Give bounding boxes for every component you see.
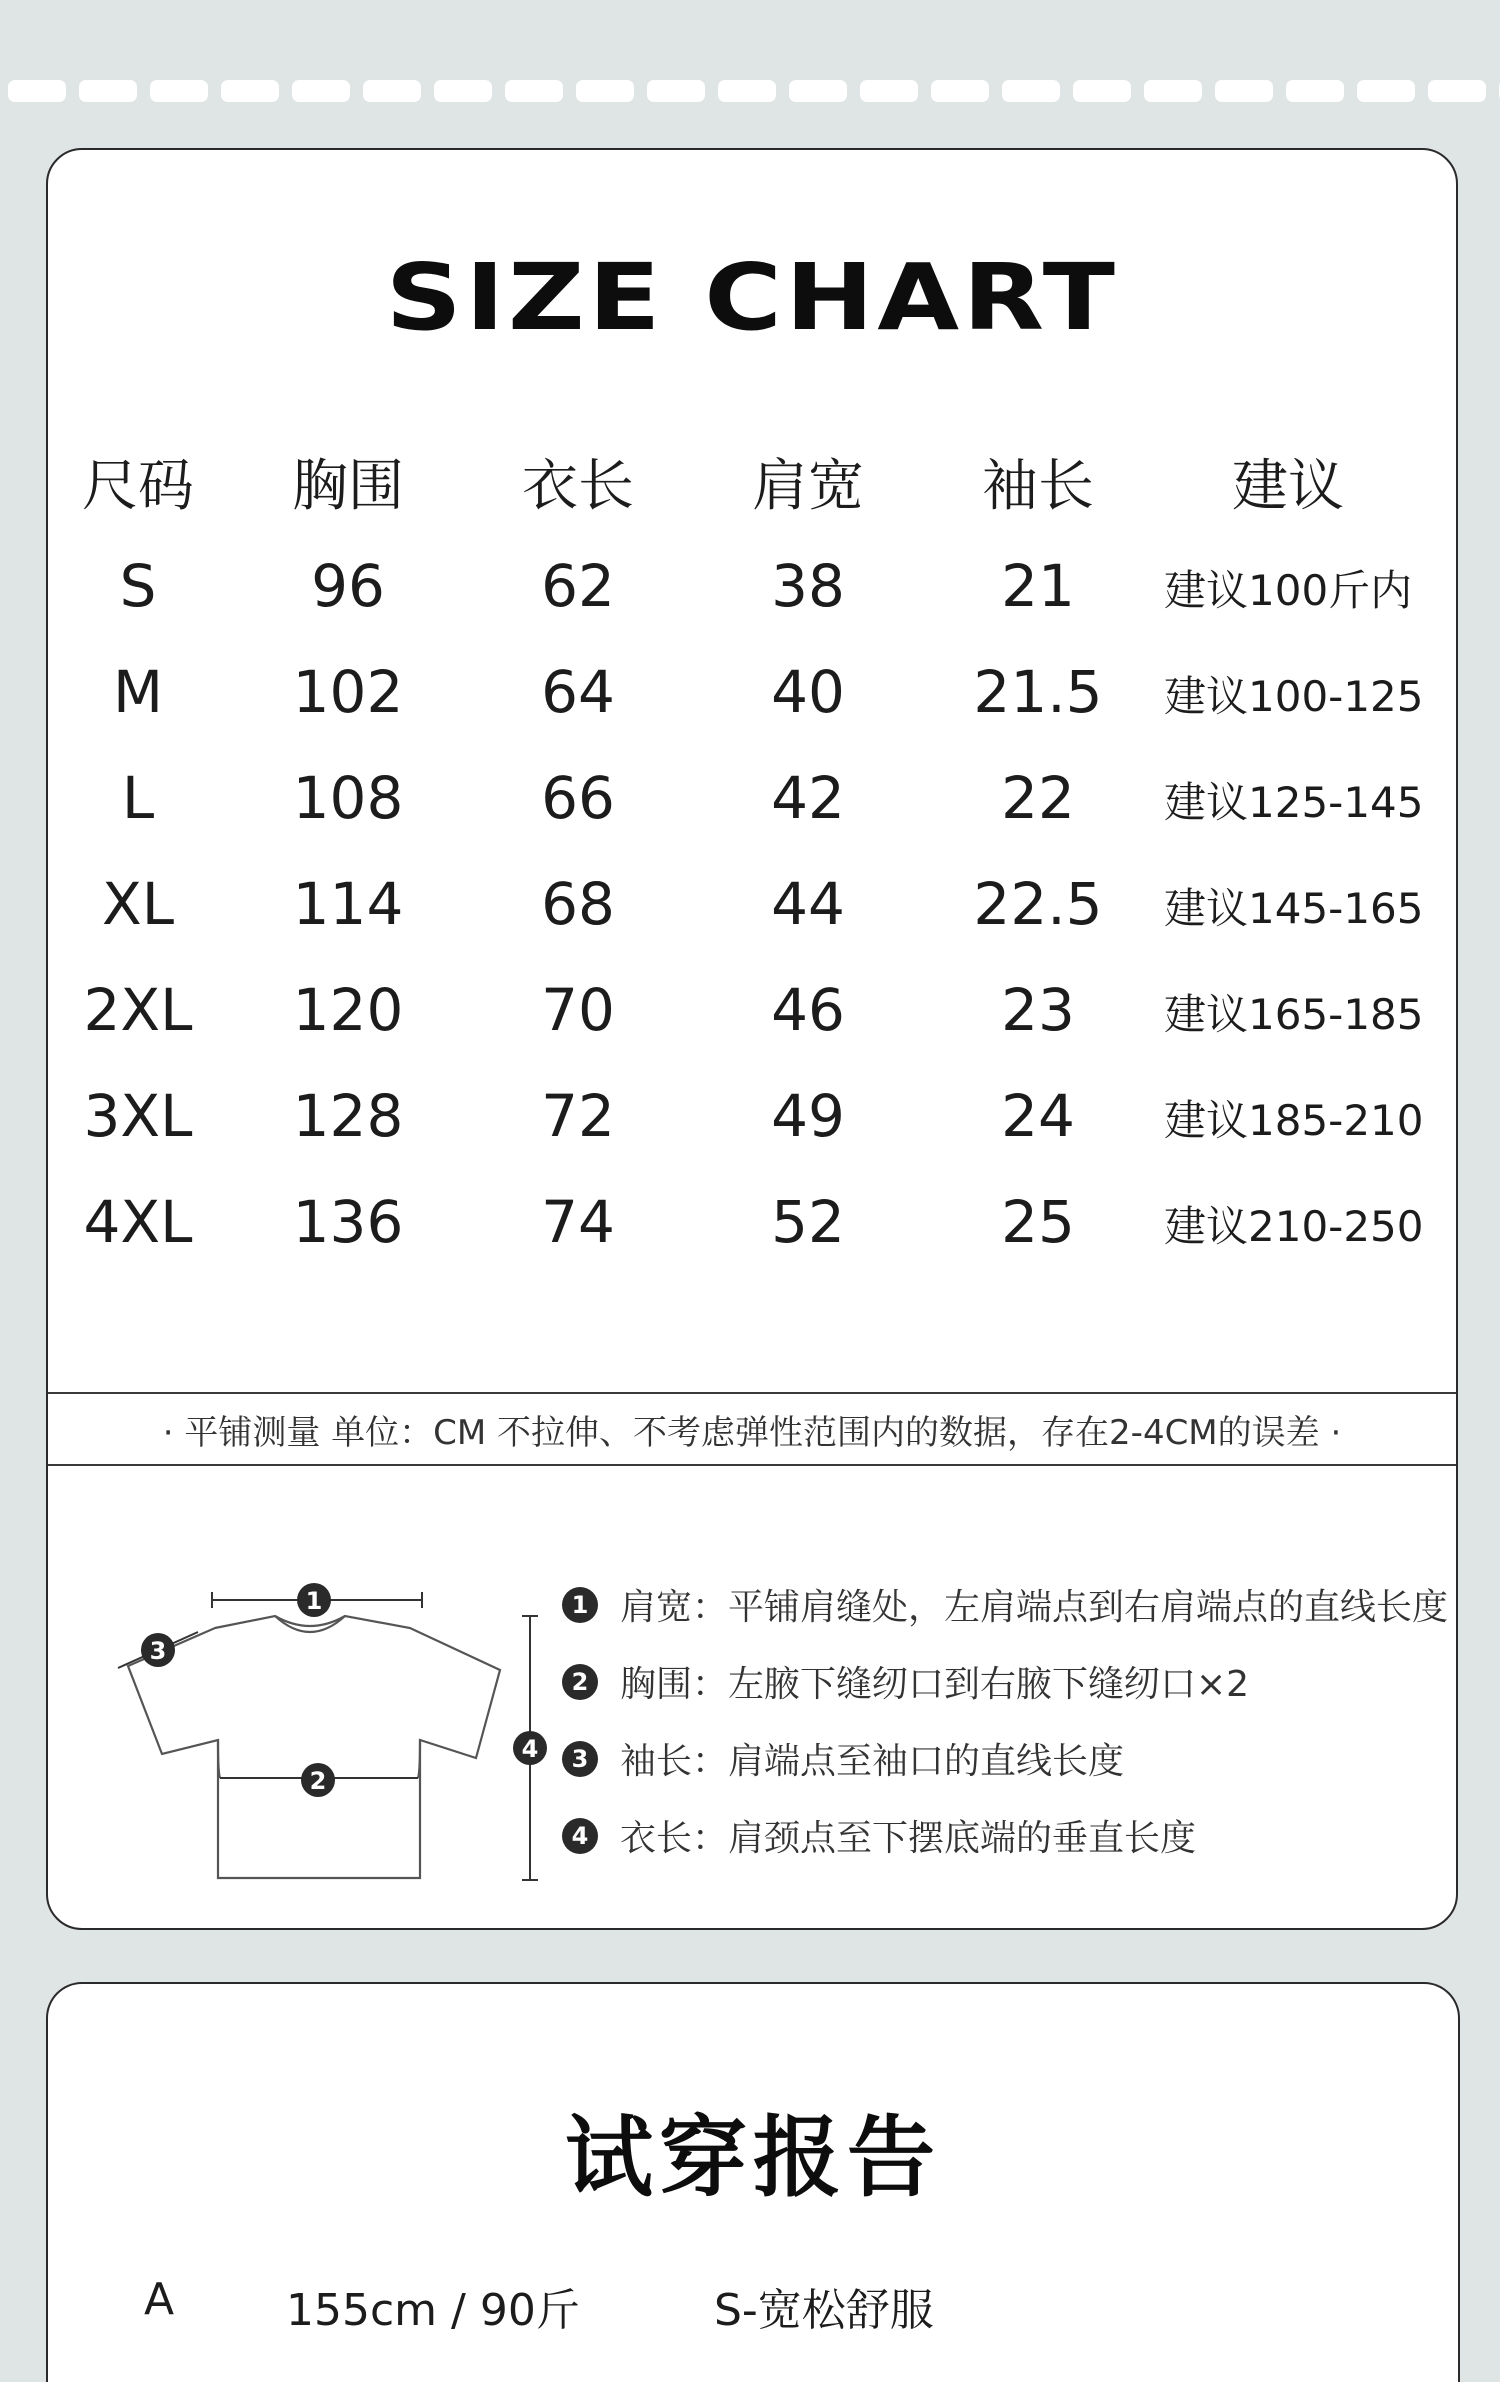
measure-note: · 平铺测量 单位：CM 不拉伸、不考虑弹性范围内的数据，存在2-4CM的误差 · [48, 1392, 1456, 1466]
cell-size: XL [101, 870, 175, 938]
cell-chest: 128 [292, 1082, 404, 1150]
cell-rec: 建议100-125 [1164, 672, 1424, 721]
cell-shoulder: 38 [771, 552, 845, 620]
dash-segment [860, 80, 918, 102]
cell-chest: 120 [292, 976, 404, 1044]
report-body: 155cm / 90斤 [286, 2285, 580, 2336]
size-chart-title: SIZE CHART [385, 244, 1119, 351]
cell-length: 62 [541, 552, 615, 620]
cell-shoulder: 44 [771, 870, 845, 938]
note-sleeve [562, 1720, 1442, 1797]
dash-segment [363, 80, 421, 102]
cell-chest: 136 [292, 1188, 404, 1256]
dash-segment [221, 80, 279, 102]
report-model: A [144, 2274, 175, 2325]
size-chart-card [46, 148, 1458, 1930]
svg-text:4: 4 [521, 1735, 539, 1763]
dash-segment [931, 80, 989, 102]
note-shoulder [562, 1566, 1449, 1643]
dash-segment [8, 80, 66, 102]
header-size: 尺码 [82, 454, 194, 519]
cell-rec: 建议165-185 [1164, 990, 1424, 1039]
cell-rec: 建议185-210 [1164, 1096, 1424, 1145]
cell-chest: 96 [311, 552, 385, 620]
cell-size: 4XL [83, 1188, 193, 1256]
diagram-marker-3 [141, 1633, 175, 1667]
diagram-marker-1 [297, 1583, 331, 1617]
report-title: 试穿报告 [564, 2106, 941, 2209]
note-text: 胸围：左腋下缝纫口到右腋下缝纫口×2 [620, 1664, 1250, 1705]
header-recommend: 建议 [1232, 454, 1344, 519]
svg-text:2: 2 [309, 1767, 327, 1795]
cell-sleeve: 24 [1001, 1082, 1075, 1150]
header-length: 衣长 [522, 454, 634, 519]
tshirt-measure-diagram [70, 1548, 560, 1928]
cell-sleeve: 23 [1001, 976, 1075, 1044]
note-text: 袖长：肩端点至袖口的直线长度 [620, 1741, 1125, 1782]
dash-segment [1144, 80, 1202, 102]
cell-size: M [112, 658, 164, 726]
decorative-dash-row [0, 80, 1500, 102]
cell-length: 68 [541, 870, 615, 938]
dash-segment [1215, 80, 1273, 102]
dash-segment [505, 80, 563, 102]
try-on-report-card [46, 1982, 1460, 2382]
report-fit: S-宽松舒服 [714, 2285, 934, 2336]
dash-segment [150, 80, 208, 102]
cell-rec: 建议125-145 [1164, 778, 1424, 827]
cell-size: L [121, 764, 155, 832]
header-shoulder: 肩宽 [752, 454, 864, 519]
note-text: 肩宽：平铺肩缝处，左肩端点到右肩端点的直线长度 [620, 1587, 1449, 1628]
cell-rec: 建议100斤内 [1164, 566, 1413, 615]
cell-sleeve: 21.5 [973, 658, 1103, 726]
diagram-marker-2 [301, 1763, 335, 1797]
diagram-marker-4 [513, 1731, 547, 1765]
note-chest [562, 1643, 1442, 1720]
cell-size: 3XL [83, 1082, 193, 1150]
cell-shoulder: 49 [771, 1082, 845, 1150]
cell-shoulder: 42 [771, 764, 845, 832]
cell-shoulder: 40 [771, 658, 845, 726]
cell-size: 2XL [83, 976, 193, 1044]
cell-length: 72 [541, 1082, 615, 1150]
note-number-badge: 3 [562, 1741, 598, 1777]
cell-length: 74 [541, 1188, 615, 1256]
cell-shoulder: 52 [771, 1188, 845, 1256]
cell-rec: 建议210-250 [1164, 1202, 1424, 1251]
svg-text:1: 1 [305, 1587, 323, 1615]
dash-segment [789, 80, 847, 102]
cell-rec: 建议145-165 [1164, 884, 1424, 933]
dash-segment [292, 80, 350, 102]
dash-segment [1073, 80, 1131, 102]
svg-text:3: 3 [149, 1637, 167, 1665]
dash-segment [1002, 80, 1060, 102]
note-number-badge: 2 [562, 1664, 598, 1700]
header-chest: 胸围 [292, 454, 404, 519]
header-sleeve: 袖长 [982, 454, 1094, 519]
dash-segment [79, 80, 137, 102]
dash-segment [434, 80, 492, 102]
dash-segment [576, 80, 634, 102]
cell-size: S [119, 552, 157, 620]
measure-notes [562, 1566, 1449, 1874]
cell-sleeve: 21 [1001, 552, 1075, 620]
cell-length: 64 [541, 658, 615, 726]
note-length [562, 1797, 1442, 1874]
cell-sleeve: 22.5 [973, 870, 1103, 938]
cell-sleeve: 22 [1001, 764, 1075, 832]
cell-length: 70 [541, 976, 615, 1044]
cell-chest: 102 [292, 658, 404, 726]
dash-segment [718, 80, 776, 102]
cell-chest: 108 [292, 764, 404, 832]
dash-segment [1286, 80, 1344, 102]
note-number-badge: 4 [562, 1818, 598, 1854]
note-text: 衣长：肩颈点至下摆底端的垂直长度 [620, 1818, 1197, 1859]
cell-shoulder: 46 [771, 976, 845, 1044]
dash-segment [647, 80, 705, 102]
cell-length: 66 [541, 764, 615, 832]
cell-sleeve: 25 [1001, 1188, 1075, 1256]
note-number-badge: 1 [562, 1587, 598, 1623]
dash-segment [1357, 80, 1415, 102]
dash-segment [1428, 80, 1486, 102]
cell-chest: 114 [292, 870, 404, 938]
